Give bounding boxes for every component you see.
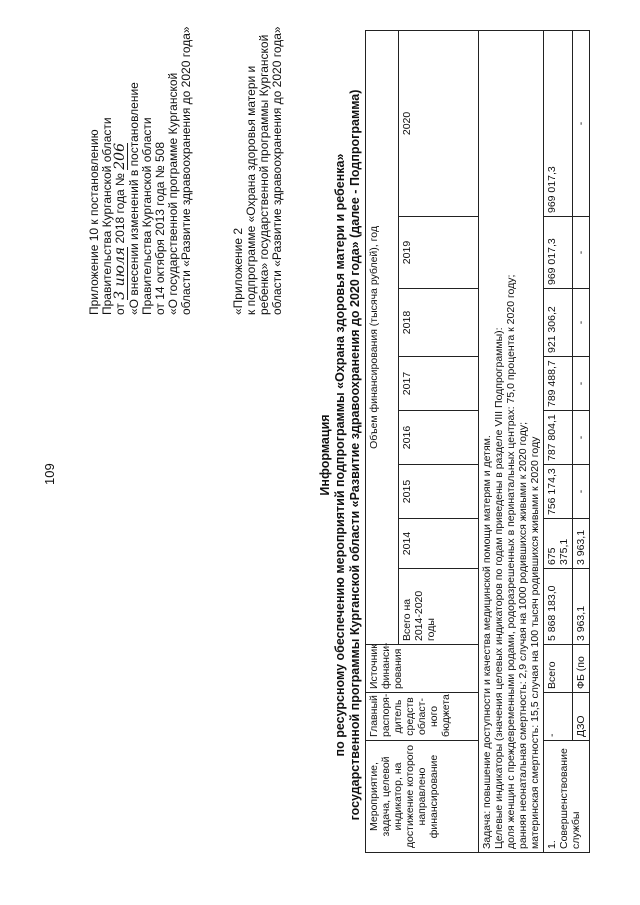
appendix-line: от 14 октября 2013 года № 508 <box>153 141 167 315</box>
task-line: материнская смертность: 15,5 случая на 100 тысяч родившихся живыми к 2020 году <box>529 436 541 849</box>
appendix-line: области «Развитие здравоохранения до 2020 года» <box>179 26 193 315</box>
date-prefix: от <box>113 303 127 315</box>
header-source: Источник финанси-рования <box>366 645 479 693</box>
appendix-line: «Приложение 2 <box>231 227 245 315</box>
appendix-line: Правительства Курганской области <box>100 117 114 315</box>
header-total: Всего на 2014-2020 годы <box>399 569 479 645</box>
date-year: 2018 года № <box>113 173 127 244</box>
header-year: 2019 <box>399 217 479 289</box>
table-cell: 969 017,3 <box>544 217 573 289</box>
header-year: 2017 <box>399 357 479 411</box>
appendix-line: Правительства Курганской области <box>140 117 154 315</box>
header-year: 2018 <box>399 289 479 357</box>
table-cell: - <box>573 411 590 465</box>
title-line: государственной программы Курганской области «Развитие здравоохранения до 2020 года» (далее - Подпрограмма) <box>348 89 362 821</box>
table-cell: - <box>573 357 590 411</box>
title-line: по ресурсному обеспечению мероприятий подпрограммы «Охрана здоровья матери и ребенка» <box>333 153 347 757</box>
handwritten-date: 3 июля <box>112 246 128 300</box>
task-line: доля женщин с преждевременными родами, родоразрешенных в перинатальных центрах: 75,0 процента к 2020 году; <box>505 274 517 849</box>
appendix-line: Приложение 10 к постановлению <box>87 129 101 315</box>
row-executor: - <box>544 693 573 741</box>
appendix-line: «О государственной программе Курганской <box>166 72 180 315</box>
table-cell: - <box>573 465 590 519</box>
table-cell: 969 017,3 <box>544 30 573 216</box>
row-source: ФБ (по <box>573 645 590 693</box>
handwritten-number: 206 <box>112 143 128 170</box>
appendix-2-header <box>232 0 284 315</box>
title-line: Информация <box>318 414 332 496</box>
table-cell: 3 963,1 <box>573 519 590 569</box>
table-cell: - <box>573 217 590 289</box>
table-cell: 675 375,1 <box>544 519 573 569</box>
header-year: 2014 <box>399 519 479 569</box>
header-activity: Мероприятие, задача, целевой индикатор, на достижение которого направлено финансирование <box>366 741 479 853</box>
header-funding-group: Объем финансирования (тысяча рублей), год <box>366 30 399 644</box>
task-line: Задача: повышение доступности и качества медицинской помощи матерям и детям. <box>481 435 493 849</box>
appendix-line: «О внесении изменений в постановление <box>127 82 141 315</box>
header-year: 2015 <box>399 465 479 519</box>
appendix-line: области «Развитие здравоохранения до 2020 года» <box>270 26 284 315</box>
appendix-line: ребенка» государственной программы Курганской <box>257 34 271 315</box>
appendix-line: к подпрограмме «Охрана здоровья матери и <box>244 65 258 315</box>
row-source: Всего <box>544 645 573 693</box>
table-cell: 3 963,1 <box>573 569 590 645</box>
table-cell: - <box>573 30 590 216</box>
task-line: ранняя неонатальная смертность: 2,9 случая на 1000 родившихся живыми к 2020 году; <box>517 421 529 849</box>
page-number: 109 <box>42 463 57 485</box>
row-executor: ДЗО <box>573 693 590 741</box>
header-year: 2020 <box>399 30 479 216</box>
appendix-date-line <box>114 0 128 315</box>
table-cell: 756 174,3 <box>544 465 573 519</box>
table-cell: 787 804,1 <box>544 411 573 465</box>
task-description <box>479 30 544 852</box>
header-year: 2016 <box>399 411 479 465</box>
appendix-header <box>88 0 193 315</box>
table-cell: 921 306,2 <box>544 289 573 357</box>
task-line: Целевые индикаторы (значения целевых индикаторов по годам приведены в разделе VIII Подпрограммы): <box>493 327 505 849</box>
table-cell: 5 868 183,0 <box>544 569 573 645</box>
header-executor: Главный распоря-дитель средств област-ного бюджета <box>366 693 479 741</box>
document-title <box>318 75 363 835</box>
table-cell: - <box>573 289 590 357</box>
funding-table <box>365 30 590 853</box>
row-activity: 1. Совершенствование службы <box>544 741 590 853</box>
table-cell: 789 488,7 <box>544 357 573 411</box>
